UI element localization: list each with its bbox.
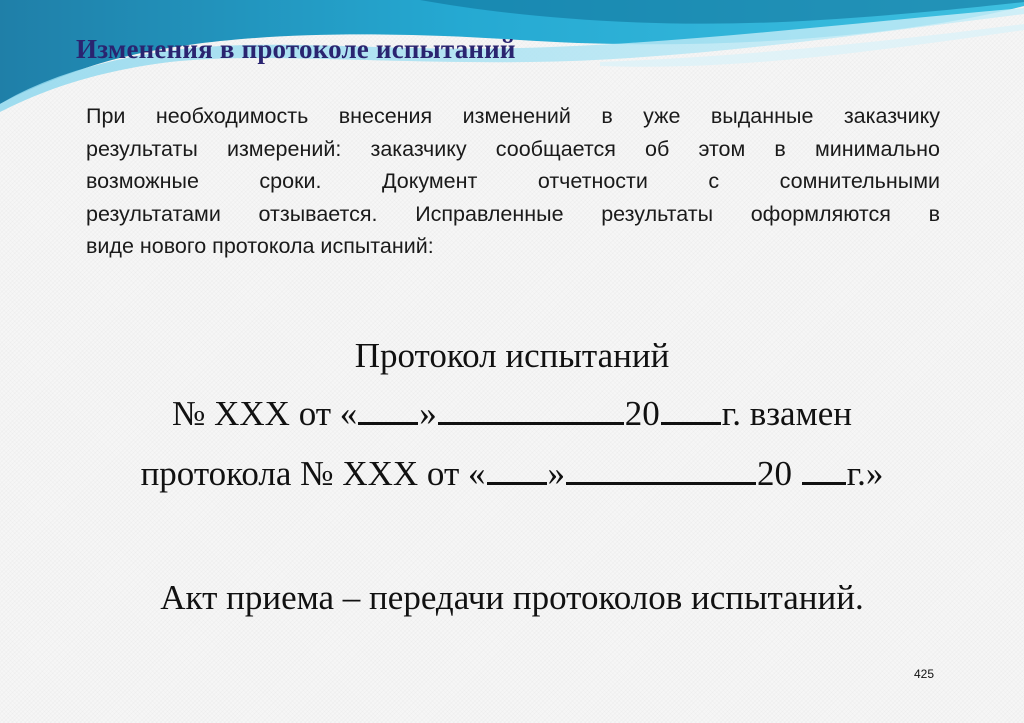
body-line: возможные сроки. Документ отчетности с сомнительными — [86, 169, 940, 193]
page-number: 425 — [914, 667, 935, 681]
old-protocol-prefix: протокола № ХХХ от « — [140, 454, 486, 493]
old-year-prefix: 20 — [757, 454, 801, 493]
slide-title: Изменения в протоколе испытаний — [76, 34, 516, 64]
protocol-number-suffix: г. взамен — [721, 394, 853, 433]
body-line: результаты измерений: заказчику сообщается об этом в минимально — [86, 136, 940, 161]
year-prefix: 20 — [624, 394, 660, 433]
old-day-blank — [487, 456, 547, 485]
body-paragraph — [86, 100, 940, 263]
body-line: результатами отзывается. Исправленные результаты оформляются в — [86, 201, 940, 226]
year-blank — [661, 396, 721, 425]
old-protocol-line — [0, 454, 1024, 494]
old-month-blank — [566, 456, 756, 485]
protocol-number-line — [0, 394, 1024, 434]
month-blank — [438, 396, 624, 425]
body-line: виде нового протокола испытаний: — [86, 234, 434, 258]
body-line: При необходимость внесения изменений в уже выданные заказчику — [86, 104, 940, 128]
old-protocol-suffix: г.» — [846, 454, 884, 493]
old-quote-close: » — [547, 454, 565, 493]
day-blank — [358, 396, 418, 425]
protocol-title: Протокол испытаний — [354, 336, 670, 375]
old-year-blank — [802, 456, 846, 485]
quote-close: » — [419, 394, 437, 433]
protocol-number-prefix: № ХХХ от « — [171, 394, 358, 433]
act-text: Акт приема – передачи протоколов испытаний. — [160, 578, 864, 617]
